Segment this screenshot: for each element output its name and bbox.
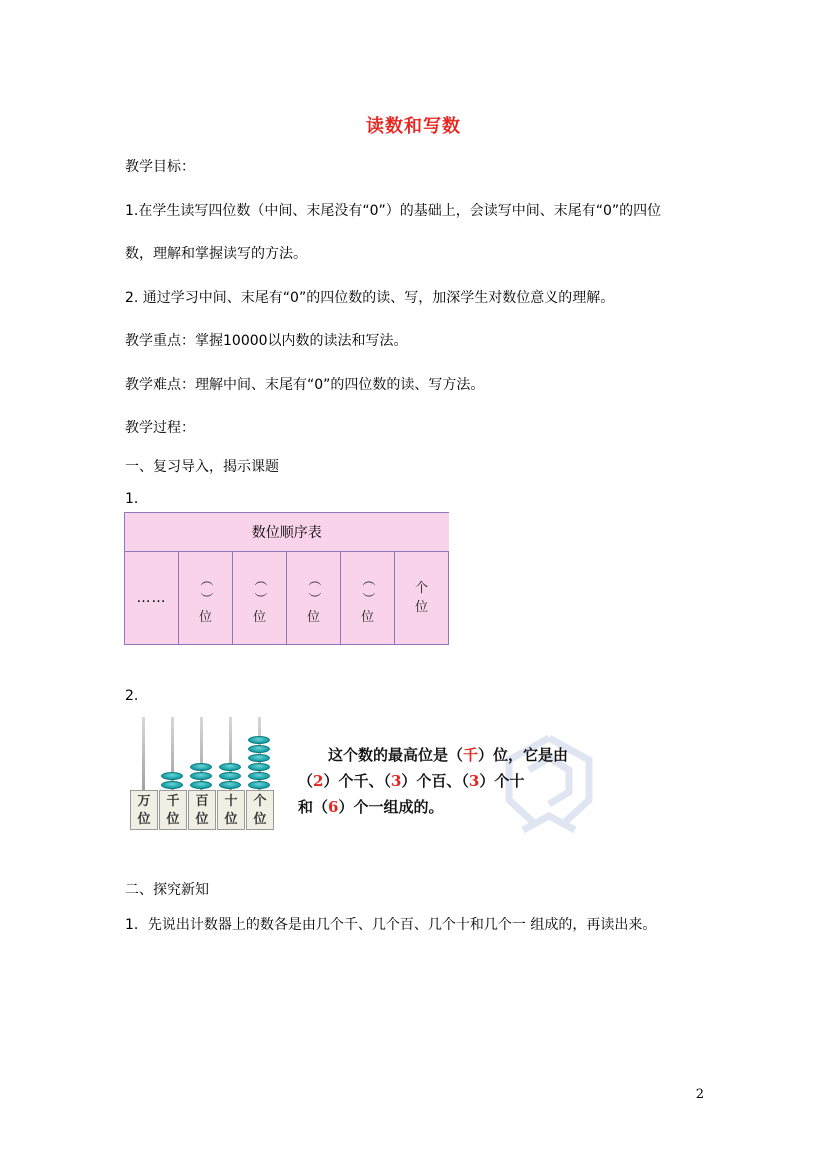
abacus-bead bbox=[190, 781, 212, 789]
table-cell-place: （ ） 位 bbox=[179, 552, 233, 645]
abacus-label-tens: 十 位 bbox=[217, 790, 245, 830]
abacus-rod bbox=[142, 717, 145, 792]
abacus-bead bbox=[248, 736, 270, 744]
abacus-bead bbox=[248, 781, 270, 789]
abacus-bead bbox=[248, 772, 270, 780]
abacus-label-ones: 个 位 bbox=[246, 790, 274, 830]
page-number: 2 bbox=[695, 1087, 704, 1102]
item-2-label: 2. bbox=[125, 688, 139, 704]
abacus-bead bbox=[248, 745, 270, 753]
abacus-counter bbox=[128, 717, 278, 832]
abacus-bead bbox=[219, 763, 241, 771]
section-2-heading: 二、探究新知 bbox=[125, 882, 209, 898]
abacus-bead bbox=[219, 781, 241, 789]
objective-1-line-1: 1.在学生读写四位数（中间、末尾没有“0”）的基础上，会读写中间、末尾有“0”的四位 bbox=[125, 203, 662, 219]
objective-2: 2. 通过学习中间、末尾有“0”的四位数的读、写，加深学生对数位意义的理解。 bbox=[125, 290, 615, 306]
abacus-bead bbox=[161, 781, 183, 789]
section-1-heading: 一、复习导入，揭示课题 bbox=[125, 459, 279, 475]
table-cell-place: （ ） 位 bbox=[233, 552, 287, 645]
abacus-label-hundreds: 百 位 bbox=[188, 790, 216, 830]
difficulty: 教学难点：理解中间、末尾有“0”的四位数的读、写方法。 bbox=[125, 377, 485, 393]
abacus-label-ten-thousands: 万 位 bbox=[130, 790, 158, 830]
key-point: 教学重点：掌握10000以内数的读法和写法。 bbox=[125, 333, 408, 349]
process-heading: 教学过程： bbox=[125, 420, 195, 436]
page-title: 读数和写数 bbox=[366, 116, 461, 137]
place-value-table bbox=[124, 512, 449, 645]
objective-1-line-2: 数，理解和掌握读写的方法。 bbox=[125, 246, 307, 262]
table-cell-place: （ ） 位 bbox=[287, 552, 341, 645]
abacus-bead bbox=[190, 763, 212, 771]
item-1-label: 1． bbox=[125, 491, 148, 507]
abacus-bead bbox=[248, 763, 270, 771]
table-cell-ellipsis: …… bbox=[125, 552, 179, 645]
table-cell-ones: 个 位 bbox=[395, 552, 449, 645]
abacus-bead bbox=[161, 772, 183, 780]
abacus-bead bbox=[248, 754, 270, 762]
explore-item-1: 1．先说出计数器上的数各是由几个千、几个百、几个十和几个一 组成的，再读出来。 bbox=[125, 917, 657, 933]
table-header: 数位顺序表 bbox=[125, 513, 449, 552]
abacus-bead bbox=[190, 772, 212, 780]
objectives-heading: 教学目标： bbox=[125, 159, 195, 175]
abacus-bead bbox=[219, 772, 241, 780]
abacus-description: 这个数的最高位是（千）位，它是由 （2）个千、（3）个百、（3）个十 和（6）个一组成的。 bbox=[298, 746, 569, 816]
table-cell-place: （ ） 位 bbox=[341, 552, 395, 645]
abacus-label-thousands: 千 位 bbox=[159, 790, 187, 830]
